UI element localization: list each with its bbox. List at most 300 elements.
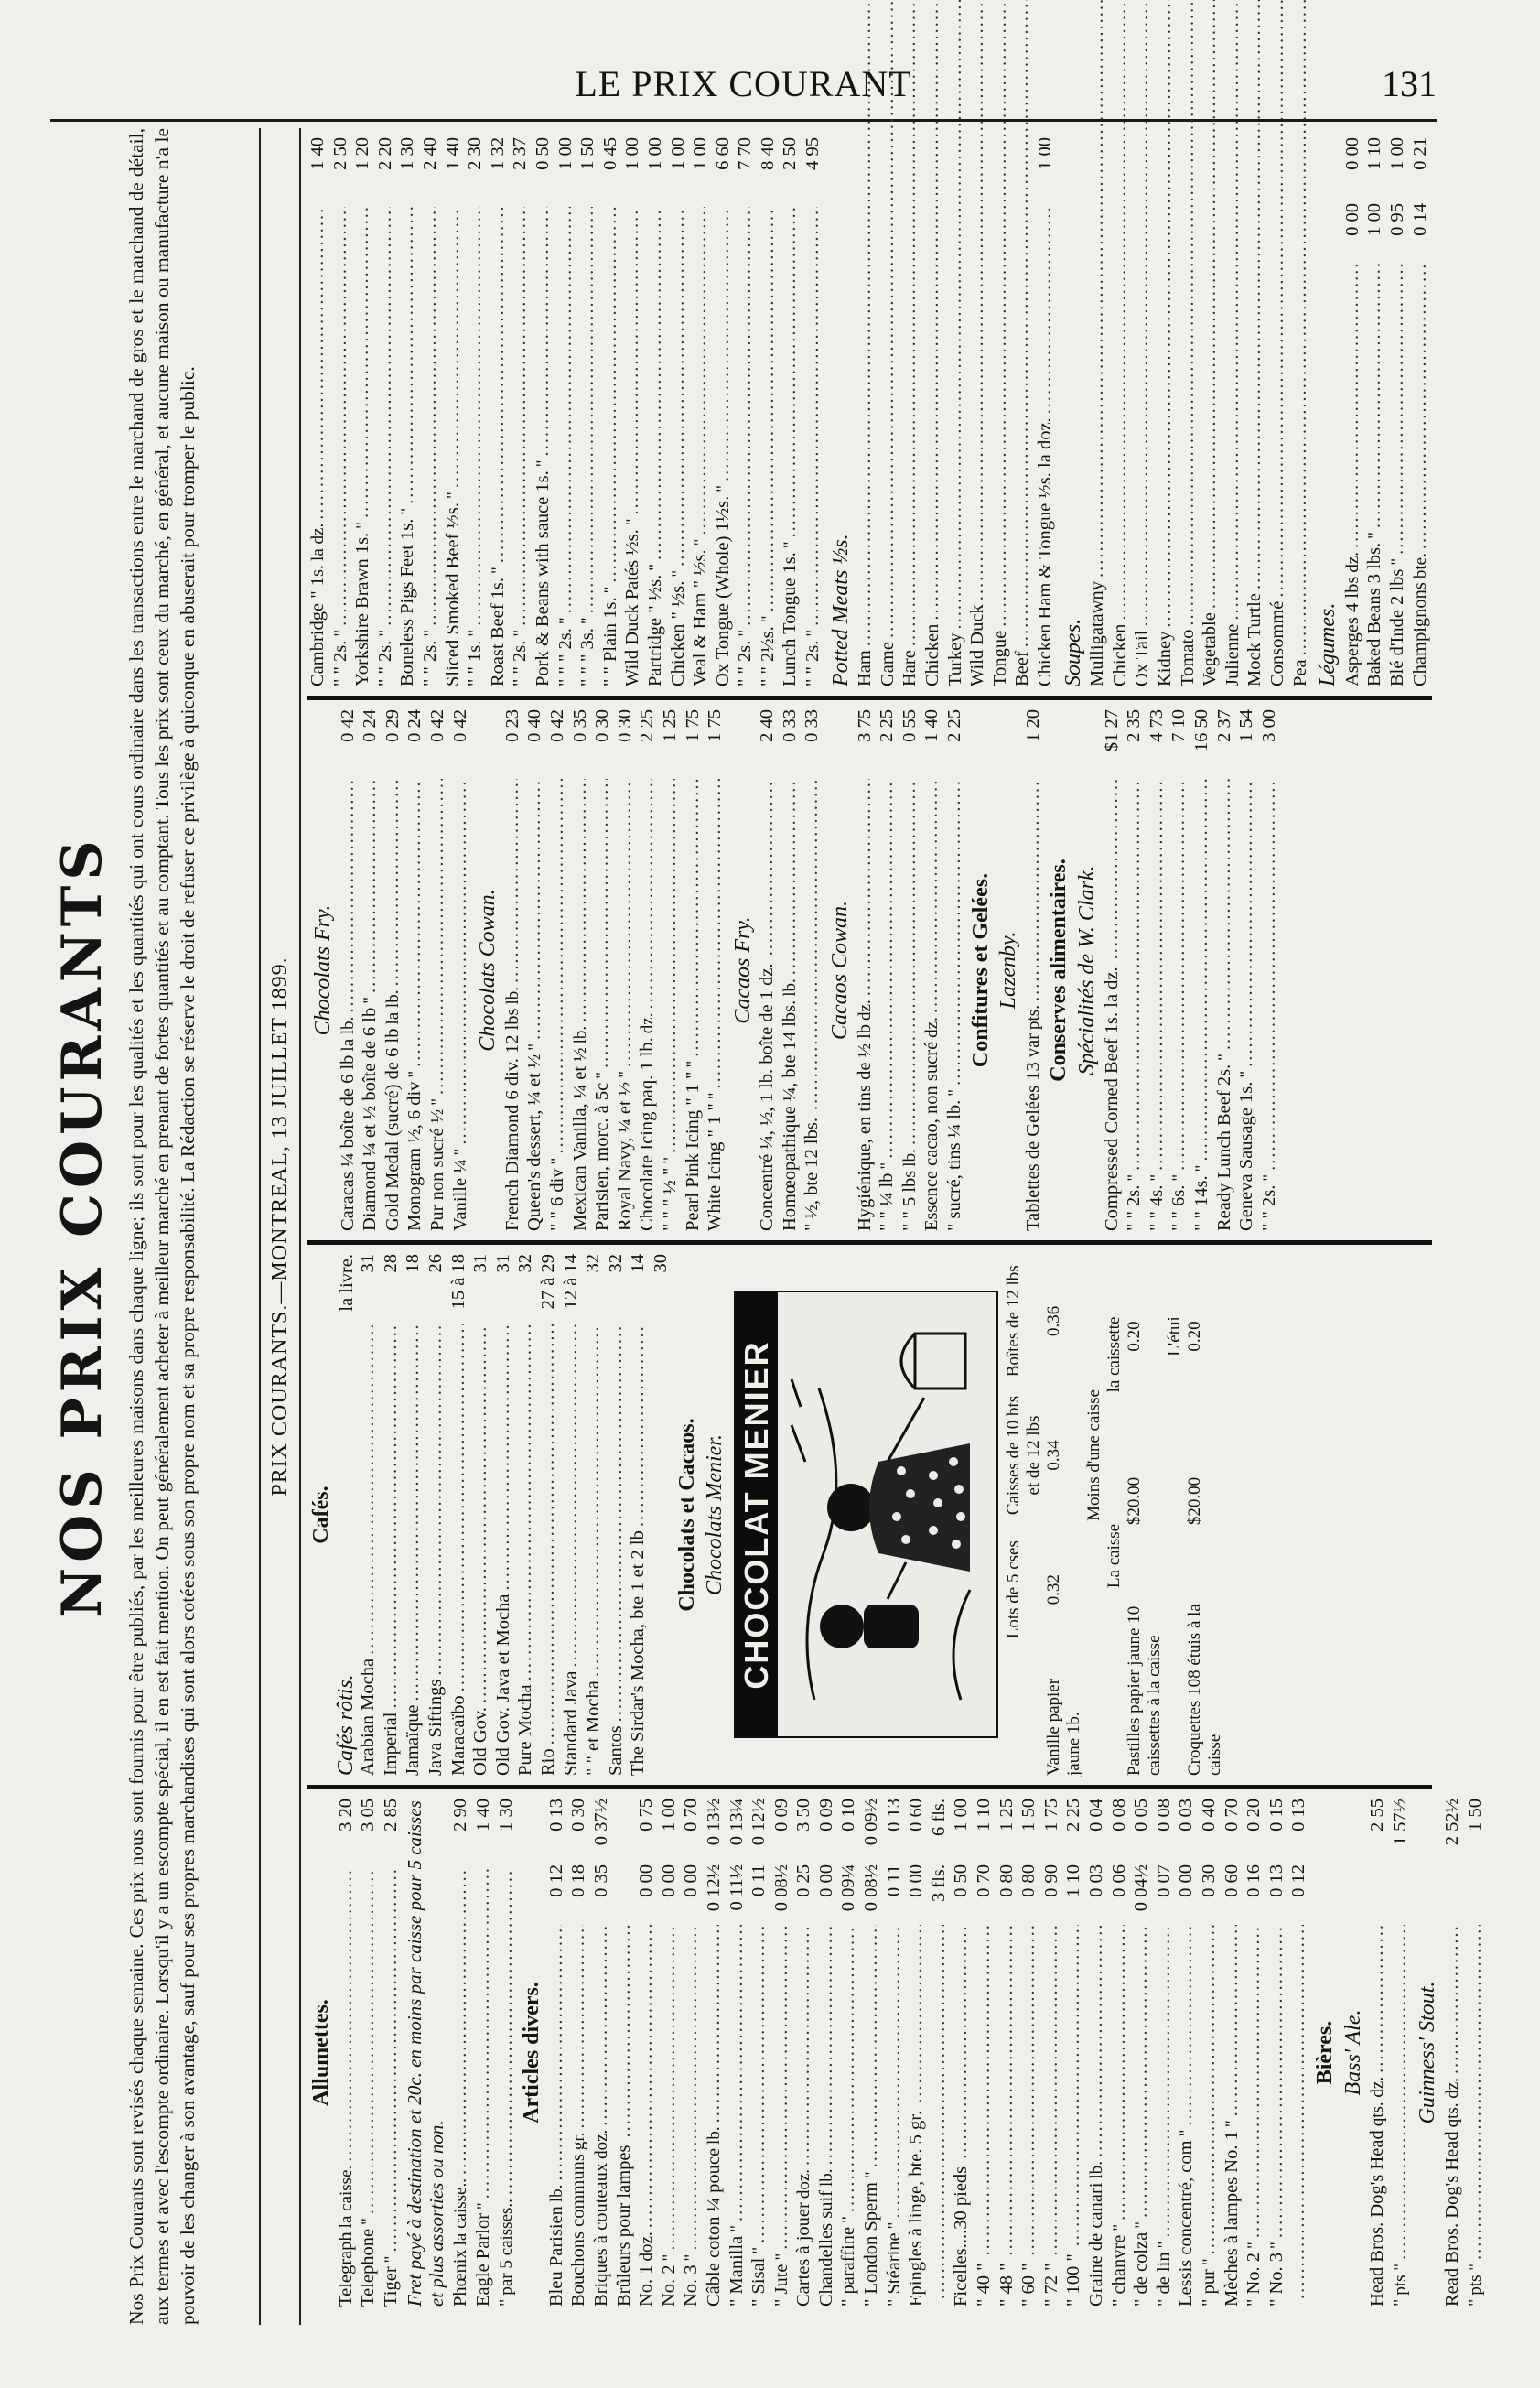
column-divider	[307, 1240, 1432, 1245]
price-row	[712, 137, 735, 686]
unit-label: "	[803, 629, 824, 637]
item-label: Bleu Parisien	[545, 2206, 566, 2307]
price-row	[357, 1799, 380, 2307]
leader-dots	[704, 779, 727, 1089]
price: $1 27	[1101, 709, 1122, 752]
unit-label: "	[623, 518, 643, 526]
price: 1 75	[705, 709, 726, 742]
item-label: Old Gov.	[470, 1707, 491, 1776]
leader-dots	[569, 779, 592, 1022]
price: 0 13½	[703, 1799, 724, 1846]
price: 0 60	[1221, 1864, 1242, 1897]
price: 1 30	[495, 1799, 516, 1832]
list-item: Mulligatawny .....	[1086, 0, 1109, 686]
price-row	[396, 137, 419, 686]
item-label: Boneless Pigs Feet 1s.	[397, 518, 418, 686]
price: 0 42	[426, 709, 447, 742]
unit-label: lb.	[780, 978, 800, 997]
price: 8 40	[757, 137, 778, 170]
leader-dots	[357, 1868, 380, 2214]
unit-label: "	[884, 2221, 904, 2230]
item-label: Yorkshire Brawn 1s.	[352, 532, 373, 686]
price: 2 90	[450, 1799, 471, 1832]
unit-label: "	[615, 1071, 635, 1078]
price-row	[487, 137, 510, 686]
price-row	[635, 1799, 658, 2307]
leader-dots	[419, 207, 442, 626]
item-label: Rio	[537, 1748, 558, 1776]
unit-label: "	[839, 2216, 859, 2223]
leader-dots	[567, 1925, 590, 2129]
leader-dots	[509, 207, 532, 626]
unit-label: dz.	[1342, 551, 1362, 573]
item-label: Pur non sucré ½	[426, 1108, 447, 1231]
price-row	[514, 1254, 537, 1776]
price: 1 40	[472, 1799, 493, 1832]
price: 1 20	[1022, 709, 1043, 742]
soupes-quarts-group	[1222, 137, 1311, 686]
item-label: Ox Tongue (Whole) 1½s.	[712, 495, 733, 686]
price-row	[590, 1799, 613, 2307]
price: 0 00	[1341, 203, 1362, 236]
price-row	[1108, 1799, 1131, 2307]
price-row	[464, 137, 487, 686]
leader-dots	[555, 207, 577, 613]
unit-label: lb.	[546, 2184, 566, 2203]
item-label: Chocolate Icing paq. 1 lb.	[637, 1037, 658, 1231]
item-label: Hygiénique, en tins de ½ lb	[854, 1023, 875, 1231]
price: 0 06	[1108, 1864, 1129, 1897]
subsection-heading: Spécialités de W. Clark.	[1075, 865, 1099, 1075]
leader-dots	[627, 1324, 650, 1527]
item-label: " No. 2	[1244, 2252, 1265, 2307]
price: 0 00	[1341, 137, 1362, 170]
list-item: Chicken .....	[921, 0, 944, 686]
price: 0 30	[1198, 1864, 1219, 1897]
item-label: Cartes à jouer	[793, 2202, 814, 2307]
leader-dots	[374, 207, 397, 626]
price: 0 80	[1018, 1864, 1039, 1897]
list-item: Chicken .....	[1109, 0, 1132, 686]
leader-dots	[337, 779, 360, 1013]
table-row: Moins d'une caisse	[1083, 1389, 1104, 1521]
item-label: Mexican Vanilla, ¼ et ½	[569, 1047, 590, 1231]
price-row	[779, 137, 802, 686]
price-row	[837, 1799, 860, 2307]
unit-label: "	[1132, 2221, 1152, 2229]
leader-dots	[537, 1324, 560, 1745]
subsection-heading: Soupes.	[1061, 619, 1085, 686]
leader-dots	[689, 207, 712, 535]
leader-dots	[1040, 1925, 1063, 2256]
leader-dots	[876, 779, 899, 1159]
price-row	[1389, 1799, 1412, 2307]
list-item: Game .....	[877, 0, 899, 686]
leader-dots	[464, 207, 487, 626]
unit-label: "	[1199, 2258, 1219, 2266]
leader-dots	[599, 207, 622, 583]
item-label: " London Sperm	[861, 2182, 882, 2307]
unit-label: "	[682, 2253, 702, 2262]
price-row	[582, 1254, 605, 1776]
price: 32	[583, 1254, 604, 1273]
item-label: Concentré ¼, ½, 1 lb. boîte de 1 dz.	[757, 963, 778, 1231]
price: 3 20	[335, 1799, 356, 1832]
price-row	[605, 1254, 628, 1776]
unit-label: "	[878, 1162, 898, 1170]
price-row	[1363, 137, 1386, 686]
price: 6 fls.	[928, 1799, 949, 1836]
leader-dots	[1018, 1925, 1040, 2256]
price: 18	[403, 1254, 424, 1273]
item-label: Wild Duck Patés ½s.	[622, 529, 643, 686]
unit-label: la lb.	[338, 1016, 358, 1052]
unit-label: "	[683, 1060, 703, 1068]
price-row	[1287, 1799, 1310, 2307]
menier-price-table	[1004, 1254, 1225, 1776]
price-row	[703, 1799, 726, 2307]
price: 0 12½	[748, 1799, 770, 1846]
price: 1 00	[690, 137, 711, 170]
price-row	[380, 1799, 403, 2307]
price: 1 57½	[1389, 1799, 1410, 1846]
chocolat-menier-ad	[734, 1291, 998, 1739]
list-item: Mock Turtle .....	[1244, 0, 1266, 686]
leader-dots	[404, 779, 426, 1067]
price: 2 85	[380, 1799, 401, 1832]
price-row	[1085, 1799, 1108, 2307]
price-row	[419, 137, 442, 686]
leader-dots	[815, 1925, 838, 2166]
price-row	[734, 137, 757, 686]
price-row	[501, 709, 524, 1231]
price: 1 00	[951, 1799, 972, 1832]
item-label: Sliced Smoked Beef ½s.	[442, 502, 463, 686]
price-row	[382, 709, 404, 1231]
leader-dots	[621, 207, 644, 515]
item-label: Royal Navy, ¼ et ½	[614, 1081, 635, 1231]
leader-dots	[1213, 779, 1236, 1050]
subsection-heading: Chocolats Menier.	[703, 1434, 727, 1595]
unit-label: pts "	[1465, 2263, 1485, 2296]
price: 0 11½	[726, 1864, 747, 1911]
unit-label: "	[771, 2253, 792, 2261]
item-label: " " Plain 1s.	[599, 597, 620, 686]
item-label: Graine de canari	[1086, 2182, 1106, 2307]
item-label: Cambridge " 1s.	[307, 564, 328, 686]
unit-label: "	[533, 459, 553, 468]
price: 1 20	[352, 137, 373, 170]
item-label: " pur	[1198, 2269, 1219, 2307]
price: 0 08½	[861, 1864, 882, 1912]
leader-dots	[1101, 779, 1124, 959]
leader-dots	[1464, 1925, 1487, 2260]
unit-label: "	[427, 1098, 447, 1106]
price: 0 23	[501, 709, 522, 742]
price: 28	[380, 1254, 401, 1273]
divider	[259, 128, 261, 2325]
list-item: Pea .....	[1289, 0, 1312, 686]
item-label: No. 2	[658, 2264, 679, 2307]
item-label: " Jute	[770, 2264, 792, 2307]
price: 4 73	[1146, 709, 1167, 742]
leader-dots	[1130, 1925, 1153, 2218]
rotated-price-list	[50, 128, 1485, 2325]
price-row	[402, 1254, 425, 1776]
leader-dots	[380, 1324, 403, 1709]
price: 0 07	[1153, 1864, 1174, 1897]
price-row	[1265, 1799, 1288, 2307]
section-heading: Cafés.	[309, 1486, 333, 1544]
price: 2 40	[419, 137, 440, 170]
section-heading: Bières.	[1312, 2020, 1337, 2085]
item-label: " " et Mocha	[583, 1680, 604, 1776]
item-label: Tablettes de Gelées 13 var	[1022, 1032, 1043, 1231]
unit-label: "	[600, 586, 620, 594]
price-row	[770, 1799, 793, 2307]
item-label: Telephone	[358, 2228, 379, 2307]
item-label: Ready Lunch Beef 2s.	[1213, 1064, 1234, 1231]
item-label: " " " 3s.	[577, 628, 598, 686]
price-row	[492, 1254, 515, 1776]
item-label: No. 3	[681, 2264, 702, 2307]
price: 1 00	[667, 137, 688, 170]
item-label: Gold Medal (sucré) de 6 lb	[382, 1028, 403, 1231]
unit-label: "	[758, 615, 778, 623]
soupes-pints-group	[1086, 137, 1222, 686]
item-label: " No. 3	[1265, 2252, 1287, 2307]
price-row	[1243, 1799, 1265, 2307]
unit-label: "	[450, 1148, 470, 1156]
price-row	[1101, 709, 1124, 1231]
leader-dots	[495, 1868, 518, 2195]
price: 16 50	[1190, 709, 1212, 752]
leader-dots	[1221, 1925, 1244, 2116]
price: 0 18	[568, 1864, 589, 1897]
price: 1 10	[1063, 1864, 1084, 1897]
price-row	[357, 1254, 380, 1776]
price-row	[351, 137, 374, 686]
item-label: Bouchons communs	[568, 2154, 589, 2307]
column-2	[307, 1254, 1432, 1776]
item-label: No. 1	[636, 2264, 657, 2307]
price: 0 09	[815, 1799, 836, 1832]
item-label: Chandelles suif	[815, 2190, 836, 2307]
price-row	[1190, 709, 1213, 1231]
list-item: Ham .....	[854, 0, 877, 686]
leader-dots	[1441, 1925, 1464, 2074]
price-row	[1258, 709, 1281, 1231]
unit-label: dz.	[638, 1012, 658, 1034]
price: 3 05	[358, 1799, 379, 1832]
unit-label: qts. dz.	[1442, 2078, 1462, 2128]
leader-dots	[734, 207, 757, 626]
unit-label: lb.	[899, 1149, 920, 1167]
leader-dots	[635, 1925, 658, 2228]
price-row	[1341, 137, 1364, 686]
item-label: Pork & Beans with sauce 1s.	[532, 470, 553, 686]
price: 1 10	[1364, 137, 1385, 170]
price-row	[650, 1254, 673, 1776]
unit-label: "	[1169, 1173, 1190, 1182]
unit-label: doz.	[794, 2168, 814, 2199]
unit-label: la caisse..	[451, 2178, 471, 2246]
price: 2 30	[465, 137, 486, 170]
price: 1 50	[1464, 1799, 1485, 1832]
item-label: " " 5 lbs	[899, 1170, 920, 1231]
table-row: Pastilles papier jaune 10 caissettes à la caisse $20.00 0.20	[1124, 1321, 1164, 1776]
unit-label: doz.	[591, 2129, 611, 2159]
price: 0 13	[883, 1799, 904, 1832]
price-row	[1386, 137, 1409, 686]
price: 2 20	[374, 137, 395, 170]
unit-label: "	[525, 1043, 545, 1051]
price-row	[359, 709, 382, 1231]
item-label: " " 6 div	[546, 1168, 567, 1231]
unit-label: "	[1387, 557, 1407, 566]
price-row	[307, 137, 329, 686]
price-row	[658, 1799, 681, 2307]
unit-label: "	[593, 1071, 613, 1079]
unit-label: "	[330, 629, 350, 637]
leader-dots	[335, 1868, 358, 2162]
leader-dots	[357, 1324, 380, 1655]
leader-dots	[1108, 1925, 1131, 2221]
leader-dots	[636, 779, 659, 1010]
leader-dots	[426, 779, 449, 1095]
unit-label: lb.	[502, 986, 522, 1005]
price: 1 00	[644, 137, 665, 170]
leader-dots	[447, 1324, 470, 1691]
item-label: French Diamond 6 div. 12 lbs	[501, 1008, 522, 1231]
leader-dots	[442, 207, 465, 488]
price-row	[899, 709, 921, 1231]
leader-dots	[307, 207, 329, 520]
unit-label: "	[705, 1092, 726, 1100]
price-row	[757, 137, 780, 686]
list-item: Julienne .....	[1222, 0, 1244, 686]
price-row	[569, 709, 592, 1231]
price: 0 13	[1288, 1799, 1309, 1832]
item-label: The Sirdar's Mocha, bte 1 et 2 lb	[628, 1530, 649, 1776]
leader-dots	[1062, 1925, 1085, 2246]
subsection-heading: Cacaos Fry.	[730, 916, 755, 1024]
leader-dots	[1190, 779, 1213, 1162]
leader-dots	[779, 207, 802, 537]
leader-dots	[726, 1925, 748, 2221]
leader-dots	[658, 1925, 681, 2251]
price-row	[442, 137, 465, 686]
item-label: " " 2s.	[419, 640, 440, 686]
unit-label: "	[511, 629, 531, 637]
item-label: Ficelles....30 pieds	[951, 2166, 972, 2307]
unit-label: lb.	[1087, 2161, 1106, 2179]
price: 31	[470, 1254, 491, 1273]
price: 0 14	[1409, 203, 1430, 236]
price: 7 10	[1168, 709, 1190, 742]
price-row	[1022, 709, 1045, 1231]
price-row	[1441, 1799, 1464, 2307]
price-row	[449, 709, 472, 1231]
page-title: NOS PRIX COURANTS	[50, 835, 114, 1618]
item-label: Epingles à linge, bte. 5 gr.	[906, 2110, 927, 2307]
section-heading: Articles divers.	[520, 1982, 544, 2123]
price: 0 04	[1086, 1799, 1106, 1832]
unit-label: lb.	[704, 2126, 724, 2145]
leader-dots	[329, 207, 352, 626]
price-row	[425, 1254, 447, 1776]
price: 0 13	[1265, 1864, 1287, 1897]
leader-dots	[883, 1925, 906, 2219]
leader-dots	[682, 779, 705, 1057]
item-label: " " 2½s.	[757, 626, 778, 686]
item-label: " chanvre	[1108, 2234, 1129, 2307]
price: 0 11	[748, 1864, 770, 1897]
unit-label: "	[1125, 1173, 1145, 1182]
price: 0 50	[951, 1864, 972, 1897]
price: 1 40	[921, 709, 942, 742]
price: 1 10	[974, 1799, 995, 1832]
unit-label: gr.	[569, 2132, 589, 2151]
item-label: "	[1389, 2298, 1410, 2307]
ad-illustration	[778, 1293, 995, 1737]
price-row	[449, 1799, 472, 2307]
item-label: Mèches à lampes No. 1	[1221, 2131, 1242, 2307]
price: 0 90	[1040, 1864, 1061, 1897]
price: 0 45	[599, 137, 620, 170]
price-row	[1235, 709, 1258, 1231]
item-label: Arabian Mocha	[358, 1658, 379, 1776]
price: 0 42	[546, 709, 567, 742]
item-label: "	[495, 2298, 516, 2307]
unit-label: "	[353, 522, 373, 529]
price: 2 37	[510, 137, 531, 170]
table-row: Vanille papier jaune 1b. 0.32 0.34 0.36	[1043, 1305, 1083, 1776]
price: 12 à 14	[560, 1254, 581, 1310]
item-label: " ½, bte 12 lbs.	[802, 1118, 823, 1231]
unit-label: "	[1214, 1054, 1234, 1061]
item-label: " " 2s.	[329, 640, 350, 686]
unit-label: "	[645, 563, 665, 571]
leader-dots	[1085, 1925, 1108, 2157]
leader-dots	[469, 1324, 492, 1703]
price-row	[1040, 1799, 1063, 2307]
price-row	[950, 1799, 973, 2307]
item-label: Eagle Parlor	[472, 2213, 493, 2307]
leader-dots	[449, 779, 472, 1145]
item-label: Read Bros. Dog's Head	[1441, 2131, 1462, 2307]
item-label: Blé d'Inde 2 lbs	[1386, 568, 1407, 686]
leader-dots	[396, 207, 419, 504]
price: 0 35	[590, 1864, 611, 1897]
leader-dots	[514, 1324, 537, 1680]
leader-dots	[1235, 779, 1258, 1067]
price-row	[509, 137, 532, 686]
unit-label: "	[1259, 1173, 1279, 1182]
price-row	[779, 709, 802, 1231]
price: 0 40	[1198, 1799, 1219, 1832]
price-row	[1213, 709, 1236, 1231]
price: 0 12	[1288, 1864, 1309, 1897]
leader-dots	[1146, 779, 1168, 1171]
price-row	[560, 1254, 583, 1776]
item-label: Phœnix	[450, 2249, 471, 2307]
price: 1 30	[397, 137, 418, 170]
price-row	[1168, 709, 1190, 1231]
price: 1 00	[622, 137, 643, 170]
unit-label: la lb.	[382, 989, 403, 1025]
leader-dots	[382, 779, 404, 987]
